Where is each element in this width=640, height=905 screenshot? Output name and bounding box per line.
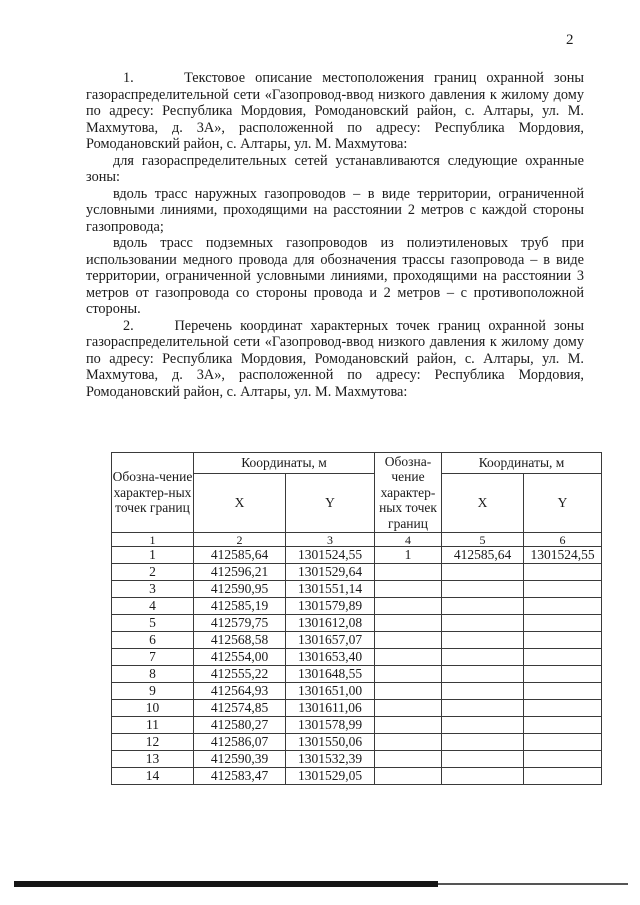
y-coordinate-cell-right (524, 734, 602, 751)
header-coords-right: Координаты, м (442, 453, 602, 474)
y-coordinate-cell-right (524, 632, 602, 649)
point-number-cell-right (375, 632, 442, 649)
y-coordinate-cell-right (524, 768, 602, 785)
paragraph-4: вдоль трасс подземных газопроводов из полиэтиленовых труб при использовании медного провода для обозначения трассы газопровода – в виде территории, ограниченной условными линиями, проходящими на расстоянии 3 метров от газопровода со стороны провода и 2 метров – с противоположной стороны. (86, 235, 584, 317)
point-number-cell: 6 (112, 632, 194, 649)
y-coordinate-cell-right: 1301524,55 (524, 547, 602, 564)
coordinates-table (111, 452, 602, 785)
scan-edge-line (438, 883, 628, 885)
point-number-cell-right (375, 564, 442, 581)
table-row (112, 717, 602, 734)
point-number-cell-right (375, 598, 442, 615)
x-coordinate-cell-right (442, 751, 524, 768)
y-coordinate-cell-right (524, 649, 602, 666)
header-designation-right: Обозна-чение характер-ных точек границ (375, 453, 442, 533)
table-row (112, 666, 602, 683)
point-number-cell-right (375, 581, 442, 598)
y-coordinate-cell: 1301529,05 (286, 768, 375, 785)
y-coordinate-cell: 1301611,06 (286, 700, 375, 717)
x-coordinate-cell-right (442, 683, 524, 700)
point-number-cell-right (375, 734, 442, 751)
y-coordinate-cell-right (524, 751, 602, 768)
table-row (112, 547, 602, 564)
y-coordinate-cell-right (524, 564, 602, 581)
point-number-cell-right (375, 649, 442, 666)
y-coordinate-cell: 1301578,99 (286, 717, 375, 734)
y-coordinate-cell: 1301612,08 (286, 615, 375, 632)
x-coordinate-cell: 412574,85 (194, 700, 286, 717)
col-number: 3 (286, 533, 375, 547)
header-y-left: Y (286, 474, 375, 533)
x-coordinate-cell-right (442, 564, 524, 581)
y-coordinate-cell: 1301529,64 (286, 564, 375, 581)
y-coordinate-cell-right (524, 666, 602, 683)
y-coordinate-cell-right (524, 598, 602, 615)
table-row (112, 564, 602, 581)
table-row (112, 734, 602, 751)
table-row (112, 683, 602, 700)
page-number: 2 (566, 32, 574, 48)
x-coordinate-cell-right (442, 632, 524, 649)
x-coordinate-cell-right (442, 598, 524, 615)
header-designation-left: Обозна-чение характер-ных точек границ (112, 453, 194, 533)
point-number-cell: 8 (112, 666, 194, 683)
header-x-right: X (442, 474, 524, 533)
point-number-cell: 13 (112, 751, 194, 768)
x-coordinate-cell: 412590,39 (194, 751, 286, 768)
x-coordinate-cell: 412555,22 (194, 666, 286, 683)
y-coordinate-cell-right (524, 581, 602, 598)
point-number-cell-right (375, 615, 442, 632)
paragraph-1: 1. Текстовое описание местоположения границ охранной зоны газораспределительной сети «Газопровод-ввод низкого давления к жилому дому по адресу: Республика Мордовия, Ромодановский район, с. Алтары, ул. М. Махмутова, д. 3А», расположенной по адресу: Республика Мордовия, Ромодановский район, с. Алтары, ул. М. Махмутова: (86, 70, 584, 152)
x-coordinate-cell-right: 412585,64 (442, 547, 524, 564)
point-number-cell: 4 (112, 598, 194, 615)
x-coordinate-cell-right (442, 700, 524, 717)
col-number: 6 (524, 533, 602, 547)
x-coordinate-cell: 412590,95 (194, 581, 286, 598)
x-coordinate-cell-right (442, 649, 524, 666)
point-number-cell-right (375, 717, 442, 734)
y-coordinate-cell-right (524, 717, 602, 734)
x-coordinate-cell-right (442, 768, 524, 785)
point-number-cell: 10 (112, 700, 194, 717)
col-number: 1 (112, 533, 194, 547)
x-coordinate-cell: 412580,27 (194, 717, 286, 734)
y-coordinate-cell: 1301551,14 (286, 581, 375, 598)
point-number-cell: 2 (112, 564, 194, 581)
x-coordinate-cell: 412568,58 (194, 632, 286, 649)
x-coordinate-cell: 412564,93 (194, 683, 286, 700)
paragraph-5: 2. Перечень координат характерных точек границ охранной зоны газораспределительной сети «Газопровод-ввод низкого давления к жилому дому по адресу: Республика Мордовия, Ромодановский район, с. Алтары, ул. М. Махмутова, д. 3А», расположенной по адресу: Республика Мордовия, Ромодановский район, с. Алтары, ул. М. Махмутова: (86, 317, 584, 400)
point-number-cell: 5 (112, 615, 194, 632)
x-coordinate-cell-right (442, 717, 524, 734)
y-coordinate-cell: 1301653,40 (286, 649, 375, 666)
body-text (86, 70, 584, 400)
x-coordinate-cell-right (442, 734, 524, 751)
point-number-cell-right (375, 751, 442, 768)
table-row (112, 581, 602, 598)
point-number-cell-right (375, 666, 442, 683)
column-numbers-row (112, 533, 602, 547)
paragraph-3: вдоль трасс наружных газопроводов – в виде территории, ограниченной условными линиями, проходящими на расстоянии 2 метров с каждой стороны газопровода; (86, 185, 584, 235)
point-number-cell: 9 (112, 683, 194, 700)
col-number: 2 (194, 533, 286, 547)
table-row (112, 632, 602, 649)
x-coordinate-cell: 412585,19 (194, 598, 286, 615)
point-number-cell-right (375, 768, 442, 785)
table-row (112, 598, 602, 615)
y-coordinate-cell-right (524, 700, 602, 717)
header-x-left: X (194, 474, 286, 533)
x-coordinate-cell: 412586,07 (194, 734, 286, 751)
point-number-cell-right: 1 (375, 547, 442, 564)
point-number-cell: 11 (112, 717, 194, 734)
x-coordinate-cell-right (442, 581, 524, 598)
x-coordinate-cell-right (442, 666, 524, 683)
point-number-cell: 12 (112, 734, 194, 751)
table-row (112, 615, 602, 632)
point-number-cell-right (375, 700, 442, 717)
y-coordinate-cell: 1301532,39 (286, 751, 375, 768)
point-number-cell: 3 (112, 581, 194, 598)
y-coordinate-cell: 1301524,55 (286, 547, 375, 564)
y-coordinate-cell-right (524, 615, 602, 632)
y-coordinate-cell: 1301657,07 (286, 632, 375, 649)
x-coordinate-cell: 412585,64 (194, 547, 286, 564)
table-row (112, 700, 602, 717)
point-number-cell: 1 (112, 547, 194, 564)
x-coordinate-cell: 412583,47 (194, 768, 286, 785)
x-coordinate-cell: 412579,75 (194, 615, 286, 632)
paragraph-2: для газораспределительных сетей устанавливаются следующие охранные зоны: (86, 152, 584, 185)
y-coordinate-cell-right (524, 683, 602, 700)
point-number-cell-right (375, 683, 442, 700)
point-number-cell: 7 (112, 649, 194, 666)
y-coordinate-cell: 1301651,00 (286, 683, 375, 700)
table-row (112, 751, 602, 768)
col-number: 5 (442, 533, 524, 547)
x-coordinate-cell: 412554,00 (194, 649, 286, 666)
x-coordinate-cell: 412596,21 (194, 564, 286, 581)
header-y-right: Y (524, 474, 602, 533)
point-number-cell: 14 (112, 768, 194, 785)
scan-edge-bar (14, 881, 438, 887)
x-coordinate-cell-right (442, 615, 524, 632)
header-coords-left: Координаты, м (194, 453, 375, 474)
y-coordinate-cell: 1301648,55 (286, 666, 375, 683)
y-coordinate-cell: 1301550,06 (286, 734, 375, 751)
table-row (112, 649, 602, 666)
y-coordinate-cell: 1301579,89 (286, 598, 375, 615)
table-row (112, 768, 602, 785)
col-number: 4 (375, 533, 442, 547)
